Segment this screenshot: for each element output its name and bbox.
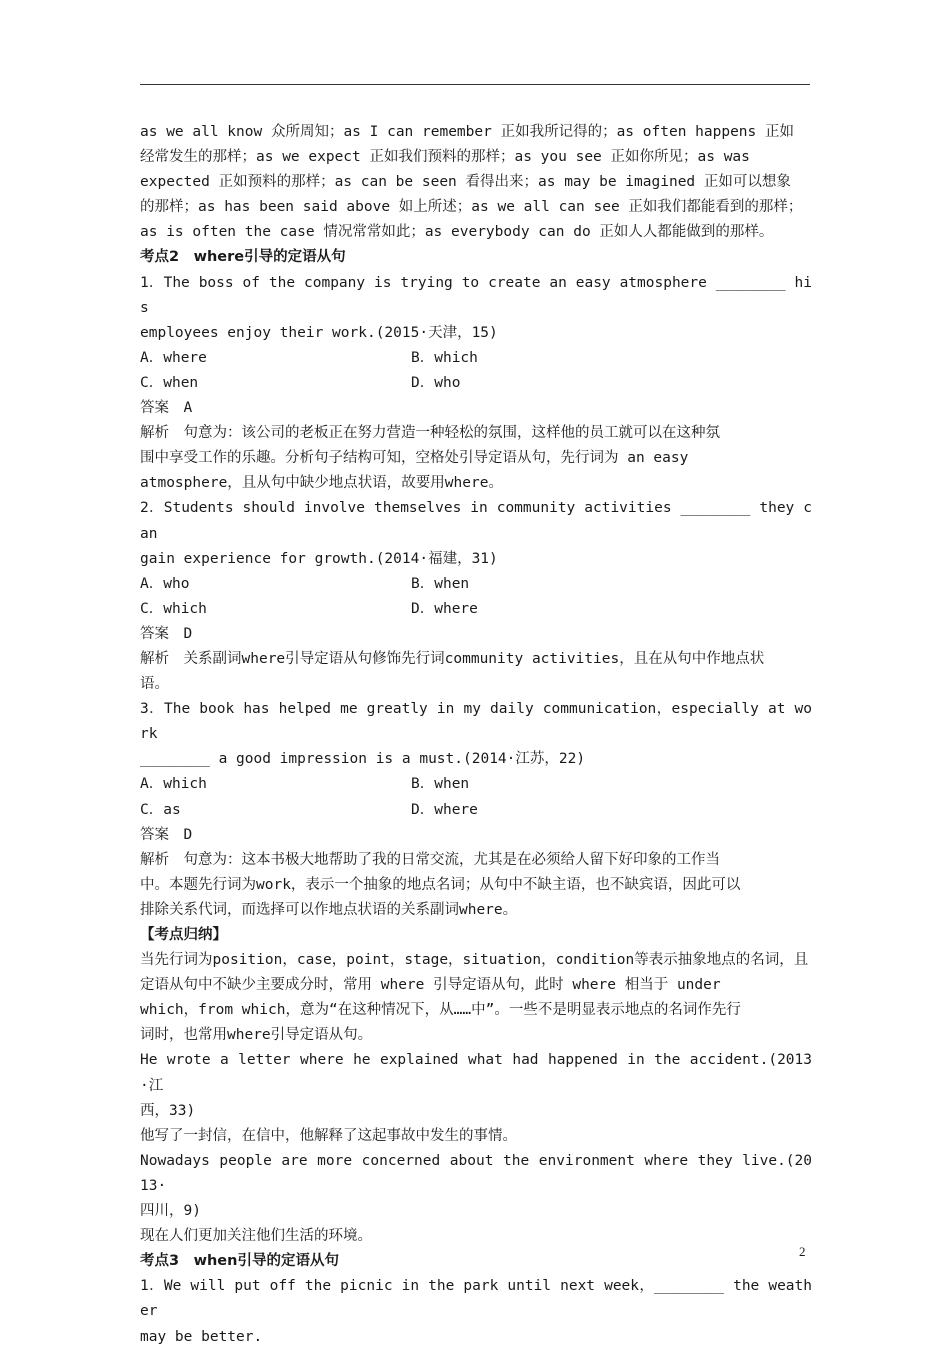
option-b: B．when	[411, 776, 470, 793]
option-c: C．which	[140, 600, 207, 617]
question-line: 1．We will put off the picnic in the park until next week，________ the weather	[140, 1278, 812, 1320]
section-heading-2: 考点2 where引导的定语从句	[140, 249, 346, 266]
option-a: A．where	[140, 349, 207, 366]
analysis-line: 中。本题先行词为work，表示一个抽象的地点名词；从句中不缺主语，也不缺宾语，因此可以	[140, 876, 741, 893]
question-line: gain experience for growth.(2014·福建，31)	[140, 550, 498, 567]
question-line: 2．Students should involve themselves in community activities ________ they can	[140, 500, 812, 542]
analysis-line: 解析 句意为：该公司的老板正在努力营造一种轻松的氛围，这样他的员工就可以在这种氛	[140, 425, 720, 442]
options-row	[140, 597, 812, 622]
intro-line: 经常发生的那样；as we expect 正如我们预料的那样；as you see 正如你所见；as was	[140, 149, 750, 166]
option-d: D．where	[411, 801, 478, 818]
intro-line: 的那样；as has been said above 如上所述；as we all can see 正如我们都能看到的那样；	[140, 199, 803, 216]
analysis-line: 语。	[140, 676, 169, 693]
answer: 答案 D	[140, 826, 193, 843]
summary-line: 当先行词为position，case，point，stage，situation，condition等表示抽象地点的名词，且	[140, 952, 809, 969]
option-d: D．who	[411, 374, 461, 391]
question-line: ________ a good impression is a must.(2014·江苏，22)	[140, 751, 586, 768]
question-line: 3．The book has helped me greatly in my daily communication，especially at work	[140, 701, 812, 743]
summary-heading: 【考点归纳】	[140, 927, 227, 943]
example-line: 四川，9)	[140, 1203, 201, 1220]
option-b: B．which	[411, 349, 478, 366]
option-c: C．when	[140, 374, 199, 391]
example-line: 西，33)	[140, 1102, 196, 1119]
options-row	[140, 572, 812, 597]
header-rule	[140, 84, 810, 85]
question-line: may be better.	[140, 1328, 263, 1345]
options-row	[140, 371, 812, 396]
page-number: 2	[799, 1244, 806, 1259]
options-row	[140, 798, 812, 823]
intro-line: as we all know 众所周知；as I can remember 正如我所记得的；as often happens 正如	[140, 124, 794, 140]
options-row	[140, 772, 812, 797]
option-c: C．as	[140, 801, 181, 818]
question-line: employees enjoy their work.(2015·天津，15)	[140, 324, 498, 341]
option-d: D．where	[411, 600, 478, 617]
example-line: Nowadays people are more concerned about the environment where they live.(2013·	[140, 1152, 812, 1194]
option-a: A．who	[140, 575, 190, 592]
intro-line: expected 正如预料的那样；as can be seen 看得出来；as may be imagined 正如可以想象	[140, 174, 791, 191]
summary-line: 词时，也常用where引导定语从句。	[140, 1027, 373, 1044]
intro-line: as is often the case 情况常常如此；as everybody can do 正如人人都能做到的那样。	[140, 224, 774, 241]
answer: 答案 A	[140, 400, 193, 417]
analysis-line: 围中享受工作的乐趣。分析句子结构可知，空格处引导定语从句，先行词为 an easy	[140, 450, 689, 467]
analysis-line: 解析 句意为：这本书极大地帮助了我的日常交流，尤其是在必须给人留下好印象的工作当	[140, 851, 720, 868]
analysis-line: atmosphere，且从句中缺少地点状语，故要用where。	[140, 475, 503, 492]
example-line: He wrote a letter where he explained what had happened in the accident.(2013·江	[140, 1052, 812, 1094]
example-translation: 现在人们更加关注他们生活的环境。	[140, 1228, 372, 1245]
analysis-line: 解析 关系副词where引导定语从句修饰先行词community activities，且在从句中作地点状	[140, 650, 765, 667]
question-line: 1．The boss of the company is trying to create an easy atmosphere ________ his	[140, 274, 812, 316]
summary-line: 定语从句中不缺少主要成分时，常用 where 引导定语从句，此时 where 相当于 under	[140, 977, 721, 994]
options-row	[140, 346, 812, 371]
answer: 答案 D	[140, 625, 193, 642]
example-translation: 他写了一封信，在信中，他解释了这起事故中发生的事情。	[140, 1127, 517, 1144]
option-a: A．which	[140, 776, 207, 793]
option-b: B．when	[411, 575, 470, 592]
analysis-line: 排除关系代词，而选择可以作地点状语的关系副词where。	[140, 901, 518, 918]
page-body	[140, 120, 812, 1350]
section-heading-3: 考点3 when引导的定语从句	[140, 1253, 339, 1270]
summary-line: which，from which，意为“在这种情况下，从……中”。一些不是明显表示地点的名词作先行	[140, 1002, 741, 1019]
